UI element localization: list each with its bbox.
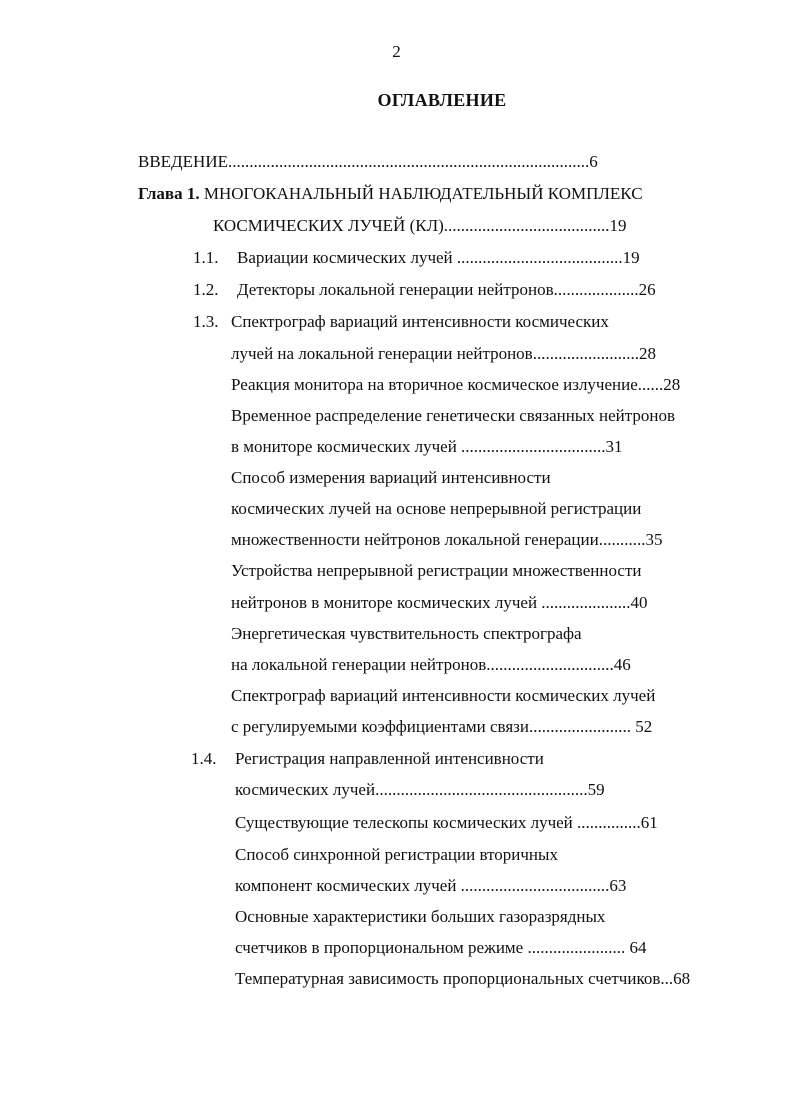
toc-intro: ВВЕДЕНИЕ.....................................................................................6 xyxy=(138,152,598,171)
toc-section-1-3-line2: лучей на локальной генерации нейтронов.........................28 xyxy=(231,344,656,363)
toc-entry: в мониторе космических лучей ..................................31 xyxy=(231,437,623,456)
page-title: ОГЛАВЛЕНИЕ xyxy=(377,90,507,110)
chapter1-title: МНОГОКАНАЛЬНЫЙ НАБЛЮДАТЕЛЬНЫЙ КОМПЛЕКС xyxy=(199,184,643,203)
toc-section-1-4-line1: Регистрация направленной интенсивности xyxy=(235,749,544,768)
toc-entry: Способ измерения вариаций интенсивности xyxy=(231,468,551,487)
page-number: 2 xyxy=(392,42,401,61)
chapter-label: Глава 1. xyxy=(138,184,200,203)
toc-section-1-4-line2: космических лучей..................................................59 xyxy=(235,780,605,799)
toc-section-1-1: Вариации космических лучей .......................................19 xyxy=(237,248,640,267)
toc-entry: космических лучей на основе непрерывной регистрации xyxy=(231,499,642,518)
toc-entry: Способ синхронной регистрации вторичных xyxy=(235,845,558,864)
toc-section-number: 1.4. xyxy=(191,749,217,768)
toc-entry: Энергетическая чувствительность спектрографа xyxy=(231,624,582,643)
toc-section-number: 1.3. xyxy=(193,312,219,331)
toc-entry: нейтронов в мониторе космических лучей .....................40 xyxy=(231,593,648,612)
toc-entry: счетчиков в пропорциональном режиме ....................... 64 xyxy=(235,938,647,957)
toc-entry: Временное распределение генетически связанных нейтронов xyxy=(231,406,676,425)
toc-entry: на локальной генерации нейтронов..............................46 xyxy=(231,655,631,674)
toc-entry: компонент космических лучей ...................................63 xyxy=(235,876,627,895)
toc-section-1-3-line1: Спектрограф вариаций интенсивности космических xyxy=(231,312,609,331)
toc-entry: Устройства непрерывной регистрации множественности xyxy=(231,561,642,580)
toc-section-1-2: Детекторы локальной генерации нейтронов....................26 xyxy=(237,280,656,299)
toc-chapter1-line2: КОСМИЧЕСКИХ ЛУЧЕЙ (КЛ).......................................19 xyxy=(213,216,627,235)
toc-chapter1-line1 xyxy=(138,184,643,204)
toc-section-number: 1.2. xyxy=(193,280,219,299)
toc-entry: с регулируемыми коэффициентами связи........................ 52 xyxy=(231,717,653,736)
toc-entry: Реакция монитора на вторичное космическое излучение......28 xyxy=(231,375,681,394)
toc-section-number: 1.1. xyxy=(193,248,219,267)
toc-entry: Основные характеристики больших газоразрядных xyxy=(235,907,606,926)
toc-entry: Существующие телескопы космических лучей ...............61 xyxy=(235,813,658,832)
toc-entry: множественности нейтронов локальной генерации...........35 xyxy=(231,530,663,549)
toc-entry: Спектрограф вариаций интенсивности космических лучей xyxy=(231,686,656,705)
toc-entry: Температурная зависимость пропорциональных счетчиков...68 xyxy=(235,969,691,988)
